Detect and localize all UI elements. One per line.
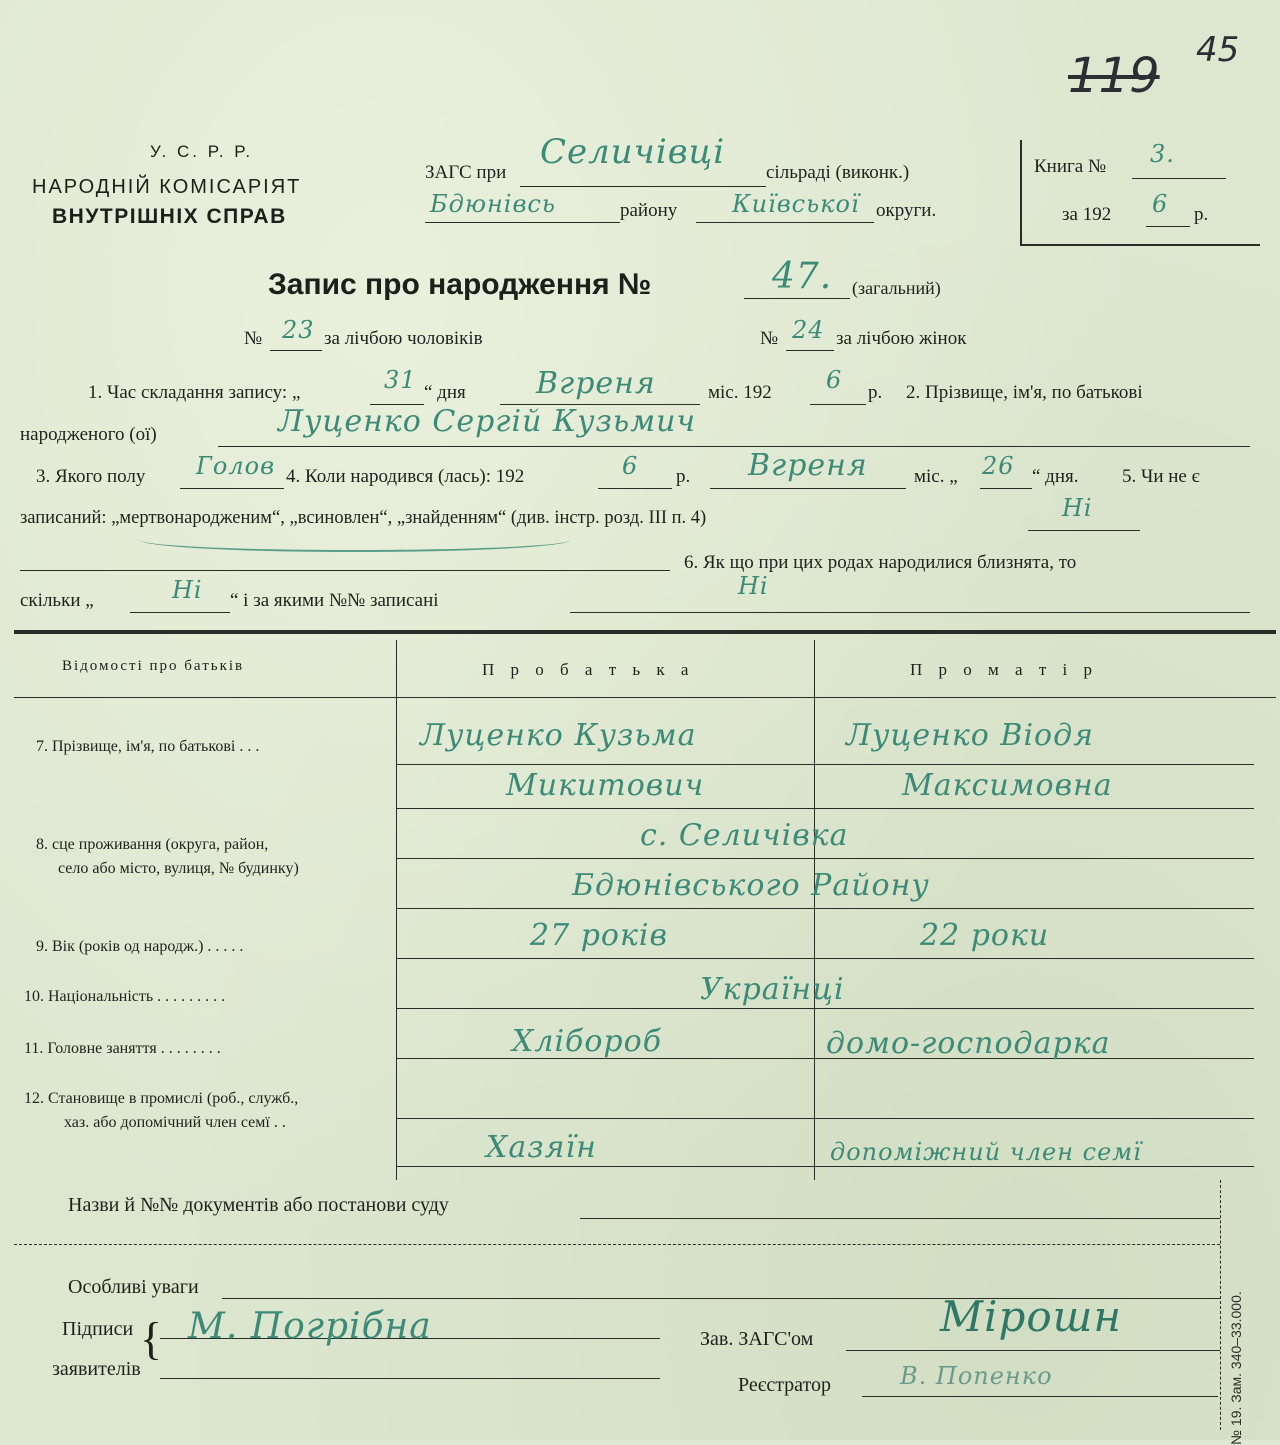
mother-status: допоміжний член семї — [830, 1138, 1142, 1166]
mother-occupation: домо-господарка — [826, 1026, 1111, 1061]
field-6-label-2: скільки „ — [20, 590, 94, 611]
registrar-signature: В. Попенко — [900, 1362, 1053, 1390]
zags-prefix: ЗАГС при — [425, 162, 507, 183]
notes-label: Особливі уваги — [68, 1276, 199, 1298]
row-11-label: 11. Головне заняття . . . . . . . . — [24, 1040, 221, 1057]
men-count-prefix: № — [244, 328, 263, 349]
field-4-day-label: “ дня. — [1032, 466, 1079, 487]
field-4-mis: міс. „ — [914, 466, 958, 487]
head-label: Зав. ЗАГС'ом — [700, 1328, 814, 1350]
ministry-label: ВНУТРІШНІХ СПРАВ — [52, 205, 287, 228]
documents-label: Назви й №№ документів або постанови суду — [68, 1194, 449, 1216]
father-status: Хазяїн — [486, 1130, 597, 1165]
row-9-label: 9. Вік (років од народж.) . . . . . — [36, 938, 244, 955]
underline-stroke-mark — [140, 528, 570, 552]
mother-name-line-2: Максимовна — [902, 768, 1113, 803]
field-6-label: 6. Як що при цих родах народилися близнята, то — [684, 552, 1077, 573]
okruha-handwritten: Київської — [732, 190, 860, 218]
district-label: району — [620, 200, 678, 221]
field-1-label: 1. Час складання запису: „ — [88, 382, 301, 403]
table-header-mother: П р о м а т і р — [910, 660, 1098, 679]
registrar-label: Реєстратор — [738, 1374, 832, 1396]
father-occupation: Хлібороб — [512, 1024, 663, 1059]
book-number-handwritten: 3. — [1150, 140, 1175, 168]
book-year-label: за 192 — [1062, 204, 1112, 225]
birth-record-document: 119 45 У. С. Р. Р. НАРОДНІЙ КОМІСАРІЯТ ВНУТРІШНІХ СПРАВ ЗАГС при Селичівці сільраді (виконк.) Бдюнівсь району Київської округи. Книга № 3. за 192 6 р. Запис про народження № 47. (загальний) № 23 за лічбою чоловіків № 24 за лічбою жінок 1. Час складання запису: „ 31 “ дня Вгреня міс. 192 6 р. 2. Прізвище, ім'я, по батькові народженого (ої) Луценко Сергій Кузьмич 3. Якого полу Голов 4. Коли народився (лась): 192 6 р. Вгреня міс. „ 26 “ дня. 5. Чи не є записаний: „мертвонародженим“, „всиновлен“, „знайденням“ (див. інстр. розд. III п. 4) Ні 6. Як що при цих родах народилися близнята, то скільки „ Ні “ і за якими №№ записані Ні Відомості про батьків П р о б а т ь к а П р о м а т і р 7. Прізвище, ім'я, по батькові . . . 8. сце проживання (округа, район, село або місто, вулиця, № будинку) 9. Вік (років од народж.) . . . . . 10. Національність . . . . . . . . . 11. Головне заняття . . . . . . . . 12. Становище в промислі (роб., служб., хаз. або допомічний член семї . . Луценко Кузьма Микитович 27 років Хлібороб Хазяїн Луценко Віодя Максимовна 22 роки домо-господарка допоміжний член семї с. Селичівка Бдюнівського Району Українці Назви й №№ документів або постанови суду Особливі уваги Підписи заявителів { М. Погрібна Зав. ЗАГС'ом Мірошн Реєстратор В. Попенко № 19. Зам. 340–33.000. — [0, 0, 1280, 1440]
field-4-r: р. — [676, 466, 691, 487]
mother-age: 22 роки — [920, 918, 1050, 953]
field-4-month-handwritten: Вгреня — [748, 448, 868, 483]
zags-council-label: сільраді (виконк.) — [766, 162, 910, 183]
field-2-label-2: народженого (ої) — [20, 424, 157, 445]
ussr-label: У. С. Р. Р. — [150, 142, 254, 161]
signatures-label-1: Підписи — [62, 1318, 134, 1340]
nationality-value: Українці — [700, 972, 845, 1007]
father-age: 27 років — [530, 918, 668, 953]
district-handwritten: Бдюнівсь — [430, 190, 556, 218]
field-2-name-handwritten: Луценко Сергій Кузьмич — [278, 404, 697, 439]
field-5-handwritten: Ні — [1062, 494, 1093, 522]
field-6-count-handwritten: Ні — [172, 576, 203, 604]
field-3-sex-handwritten: Голов — [196, 452, 276, 480]
father-name-line-1: Луценко Кузьма — [420, 718, 697, 753]
table-header-info: Відомості про батьків — [62, 658, 245, 674]
field-3-label: 3. Якого полу — [36, 466, 146, 487]
book-year-suffix: р. — [1194, 204, 1209, 225]
field-4-label: 4. Коли народився (лась): 192 — [286, 466, 525, 487]
field-1-year-label: міс. 192 — [708, 382, 772, 403]
field-5-label-2: записаний: „мертвонародженим“, „всиновлен“, „знайденням“ (див. інстр. розд. III п. 4) — [20, 508, 707, 528]
field-1-day-label: “ дня — [424, 382, 466, 403]
record-number-suffix: (загальний) — [852, 278, 941, 298]
signatures-label-2: заявителів — [52, 1358, 141, 1380]
field-6-numbers-handwritten: Ні — [738, 572, 769, 600]
residence-line-1: с. Селичівка — [640, 818, 849, 853]
zags-village-handwritten: Селичівці — [540, 132, 726, 172]
applicant-signature: М. Погрібна — [188, 1306, 432, 1347]
field-1-month-handwritten: Вгреня — [536, 366, 656, 401]
table-header-father: П р о б а т ь к а — [482, 660, 695, 679]
women-count-handwritten: 24 — [792, 316, 825, 344]
head-signature: Мірошн — [940, 1292, 1123, 1341]
field-4-day-handwritten: 26 — [982, 452, 1015, 480]
field-1-day-handwritten: 31 — [384, 366, 417, 394]
record-number-handwritten: 47. — [772, 256, 833, 297]
row-12-label-a: 12. Становище в промислі (роб., служб., — [24, 1090, 299, 1107]
book-label: Книга № — [1034, 156, 1107, 177]
women-count-prefix: № — [760, 328, 779, 349]
men-count-handwritten: 23 — [282, 316, 315, 344]
record-title: Запис про народження № — [268, 268, 652, 301]
row-8-label-a: 8. сце проживання (округа, район, — [36, 836, 269, 853]
women-count-label: за лічбою жінок — [836, 328, 967, 349]
field-1-r: р. — [868, 382, 883, 403]
field-5-label: 5. Чи не є — [1122, 466, 1200, 487]
field-4-year-handwritten: 6 — [622, 452, 639, 480]
field-1-year-handwritten: 6 — [826, 366, 843, 394]
row-7-label: 7. Прізвище, ім'я, по батькові . . . — [36, 738, 260, 755]
men-count-label: за лічбою чоловіків — [324, 328, 483, 349]
row-12-label-b: хаз. або допомічний член семї . . — [64, 1114, 286, 1131]
book-year-handwritten: 6 — [1152, 190, 1169, 218]
commissariat-label: НАРОДНІЙ КОМІСАРІЯТ — [32, 176, 302, 198]
crossed-archive-number: 119 — [1068, 48, 1160, 104]
archive-page-number: 45 — [1196, 30, 1240, 70]
row-10-label: 10. Національність . . . . . . . . . — [24, 988, 226, 1005]
okruha-label: округи. — [876, 200, 937, 221]
signatures-brace: { — [140, 1313, 163, 1364]
mother-name-line-1: Луценко Віодя — [846, 718, 1094, 753]
residence-line-2: Бдюнівського Району — [572, 868, 930, 903]
field-6-label-3: “ і за якими №№ записані — [230, 590, 439, 611]
field-2-label: 2. Прізвище, ім'я, по батькові — [906, 382, 1143, 403]
father-name-line-2: Микитович — [506, 768, 705, 803]
row-8-label-b: село або місто, вулиця, № будинку) — [58, 860, 299, 877]
